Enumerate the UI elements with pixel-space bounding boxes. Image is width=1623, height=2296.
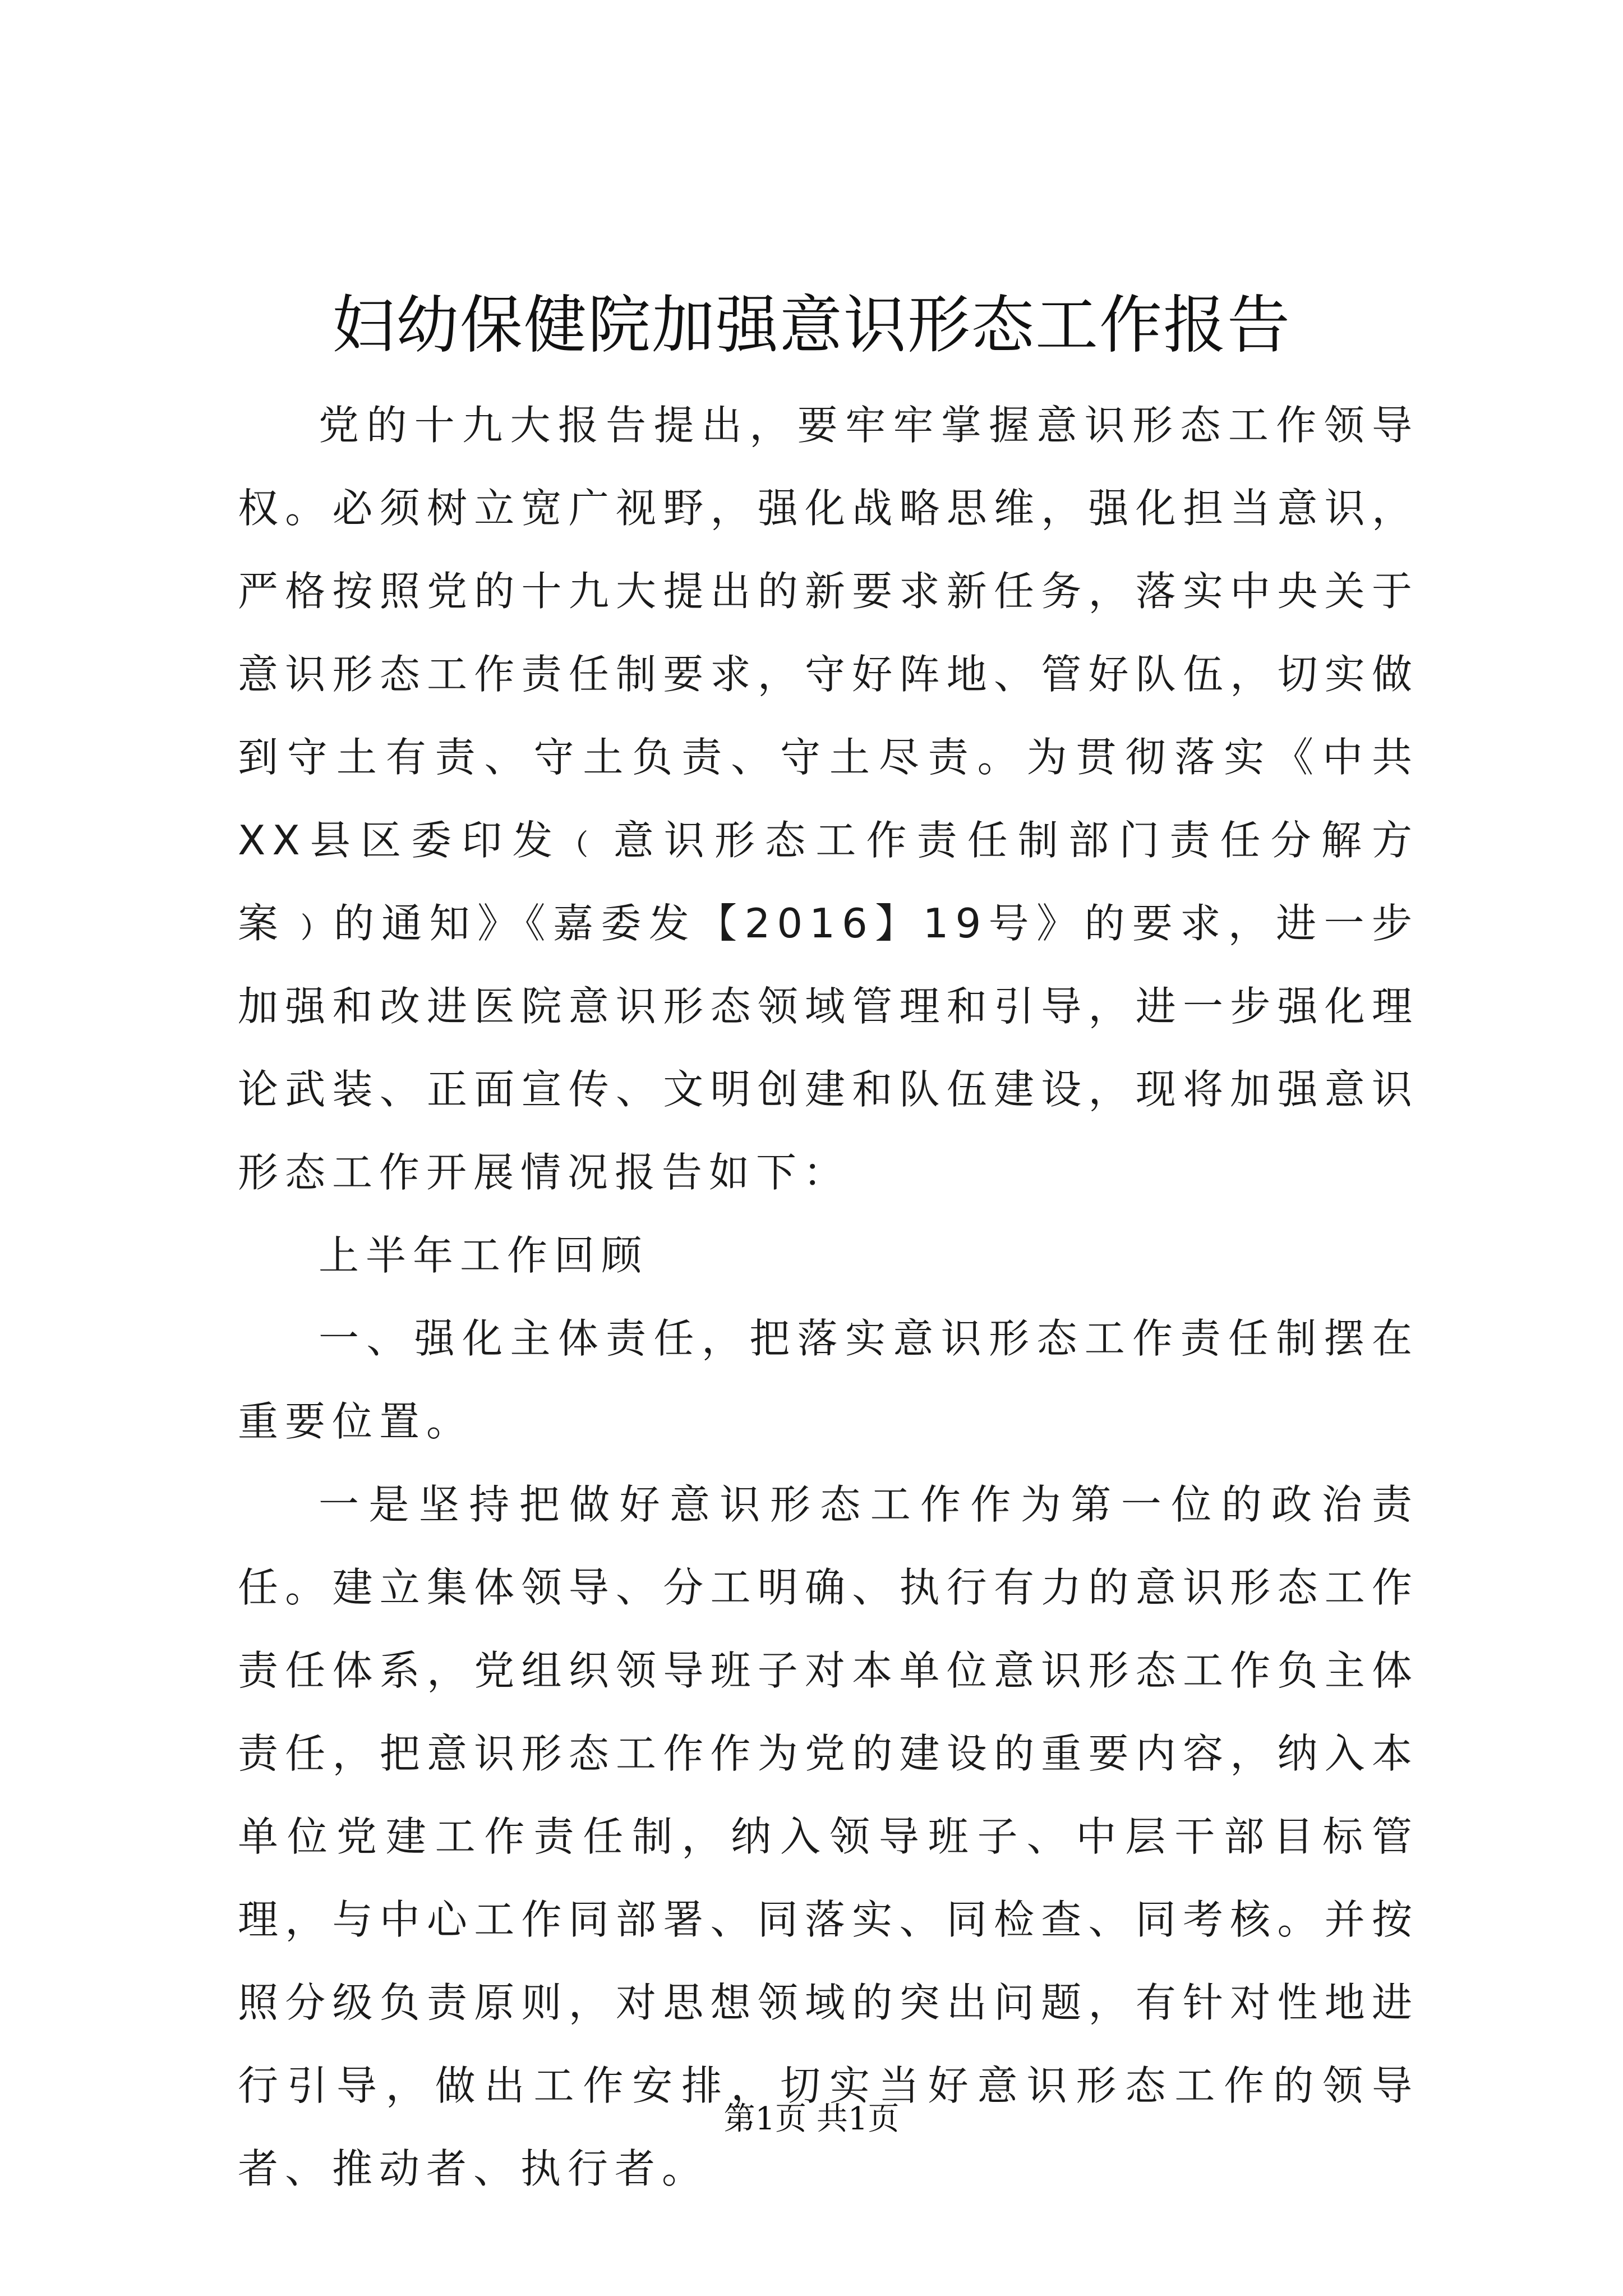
paragraph-intro: 党的十九大报告提出，要牢牢掌握意识形态工作领导权。必须树立宽广视野，强化战略思维，强化担当意识，严格按照党的十九大提出的新要求新任务，落实中央关于意识形态工作责任制要求，守好阵地、管好队伍，切实做到守土有责、守土负责、守土尽责。为贯彻落实《中共XX县区委印发﹙意识形态工作责任制部门责任分解方案﹚的通知》《嘉委发【2016】19号》的要求，进一步加强和改进医院意识形态领域管理和引导，进一步强化理论武装、正面宣传、文明创建和队伍建设，现将加强意识形态工作开展情况报告如下： [238, 402, 1419, 1196]
paragraph-point-one: 一是坚持把做好意识形态工作作为第一位的政治责任。建立集体领导、分工明确、执行有力的意识形态工作责任体系，党组织领导班子对本单位意识形态工作负主体责任，把意识形态工作作为党的建设的重要内容，纳入本单位党建工作责任制，纳入领导班子、中层干部目标管理，与中心工作同部署、同落实、同检查、同考核。并按照分级负责原则，对思想领域的突出问题，有针对性地进行引导，做出工作安排，切实当好意识形态工作的领导者、推动者、执行者。 [238, 1481, 1419, 2192]
section-heading-review: 上半年工作回顾 [319, 1232, 649, 1279]
document-body [238, 384, 1419, 2210]
section-heading-one: 一、强化主体责任，把落实意识形态工作责任制摆在重要位置。 [238, 1315, 1419, 1445]
page-footer: 第1页 共1页 [723, 2101, 900, 2137]
document-title: 妇幼保健院加强意识形态工作报告 [332, 289, 1291, 362]
